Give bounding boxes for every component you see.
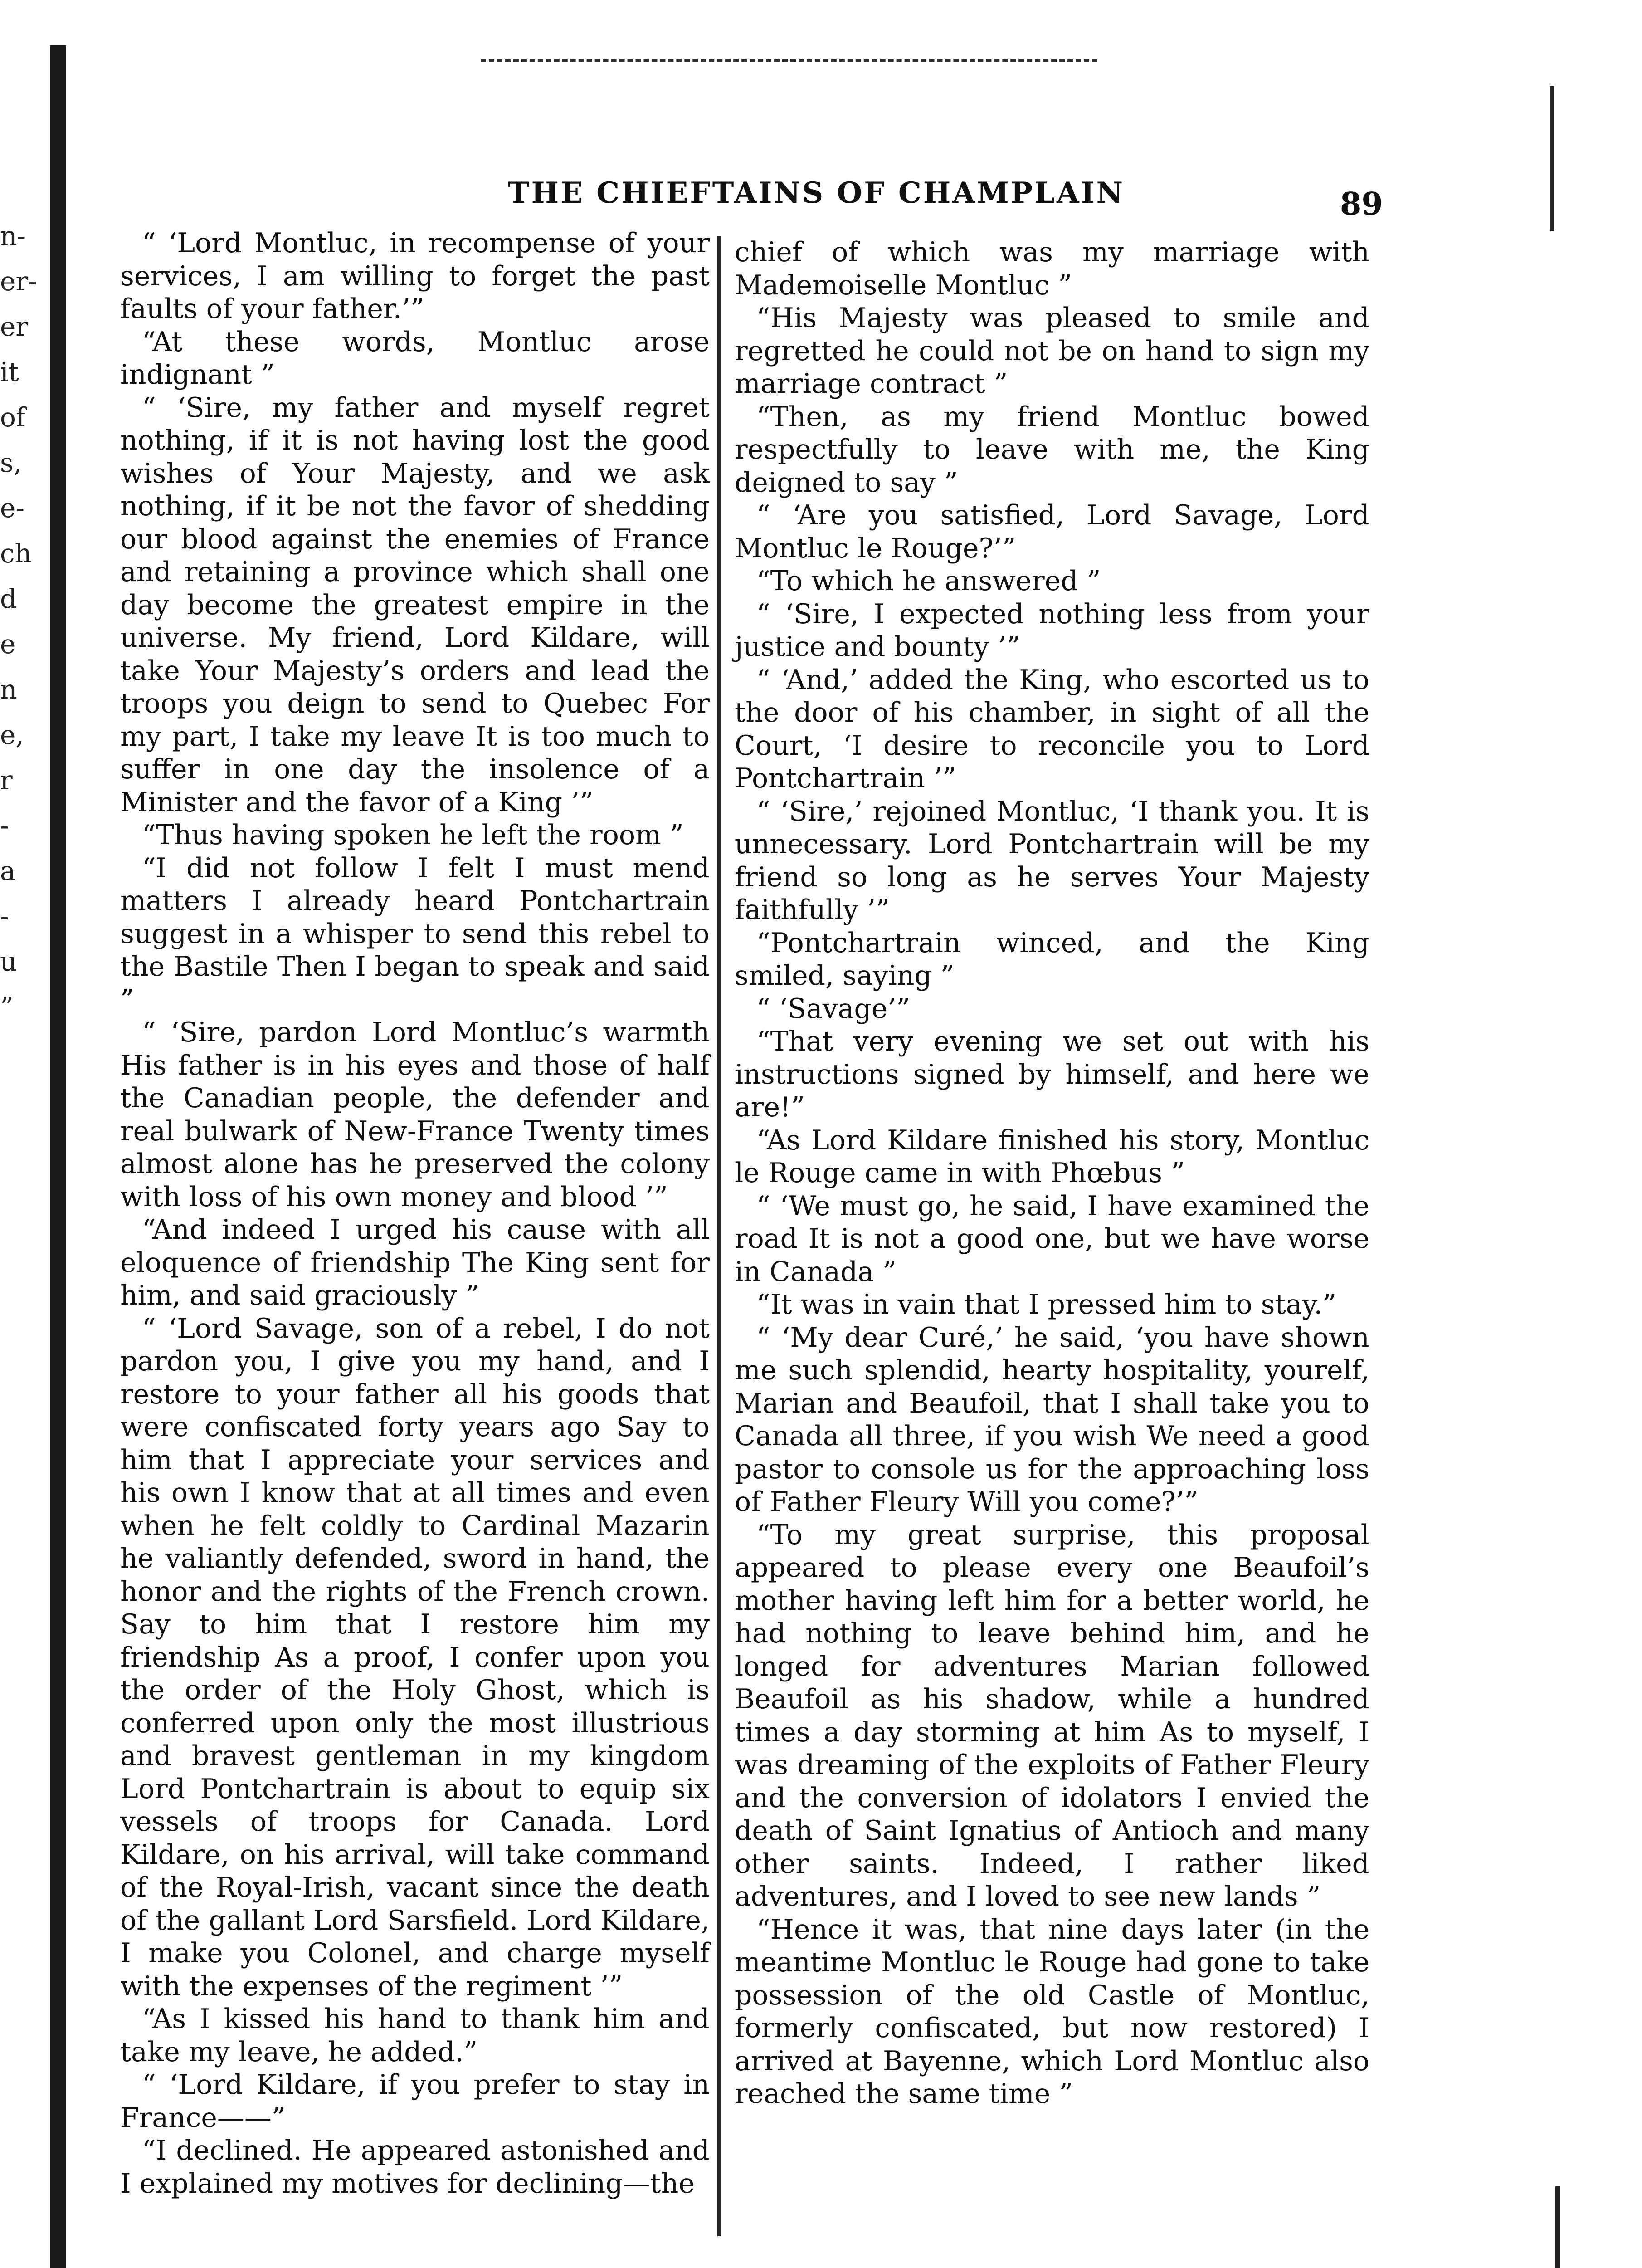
margin-fragment: ch xyxy=(0,538,32,569)
margin-fragment: n xyxy=(0,674,17,705)
margin-fragment: er- xyxy=(0,266,37,297)
margin-fragment: n- xyxy=(0,220,26,251)
paragraph: “Thus having spoken he left the room ” xyxy=(142,819,684,851)
paragraph: “Then, as my friend Montluc bowed respectfully to leave with me, the King deigned to say ” xyxy=(735,401,1369,499)
margin-fragment: - xyxy=(0,901,9,932)
adjacent-page-margin-fragments xyxy=(0,213,37,1030)
paragraph: “ ‘Lord Montluc, in recompense of your services, I am willing to forget the past faults of your father.’” xyxy=(120,227,710,325)
paragraph: “ ‘We must go, he said, I have examined the road It is not a good one, but we have worse in Canada ” xyxy=(735,1190,1369,1288)
paragraph: “To which he answered ” xyxy=(756,565,1101,597)
paragraph: “To my great surprise, this proposal appeared to please every one Beaufoil’s mother having left him for a better world, he had nothing to leave behind him, and he longed for adventures Marian followed Beaufoil as his shadow, while a hundred times a day storming at him As to myself, I was dreaming of the exploits of Father Fleury and the conversion of idolators I envied the death of Saint Ignatius of Antioch and many other saints. Indeed, I rather liked adventures, and I loved to see new lands ” xyxy=(735,1519,1369,1912)
paragraph: “It was in vain that I pressed him to stay.” xyxy=(756,1289,1337,1320)
margin-fragment: s, xyxy=(0,447,22,478)
running-title: THE CHIEFTAINS OF CHAMPLAIN xyxy=(508,176,1125,210)
paragraph: “ ‘Savage’” xyxy=(756,992,911,1025)
paragraph: “ ‘Lord Savage, son of a rebel, I do not pardon you, I give you my hand, and I restore to your father all his goods that were confiscated forty years ago Say to him that I appreciate your services and his own I know that at all times and even when he felt coldly to Cardinal Mazarin he valiantly defended, sword in hand, the honor and the rights of the French crown. Say to him that I restore him my friendship As a proof, I confer upon you the order of the Holy Ghost, which is conferred upon only the most illustrious and bravest gentleman in my kingdom Lord Pontchartrain is about to equip six vessels of troops for Canada. Lord Kildare, on his arrival, will take command of the Royal-Irish, vacant since the death of the gallant Lord Sarsfield. Lord Kildare, I make you Colonel, and charge myself with the expenses of the regiment ’” xyxy=(120,1312,710,2002)
right-edge-mark xyxy=(1550,86,1554,231)
binding-shadow-bar xyxy=(50,45,66,2268)
margin-fragment: d xyxy=(0,583,17,614)
margin-fragment: it xyxy=(0,357,19,387)
paragraph: “Pontchartrain winced, and the King smiled, saying ” xyxy=(735,927,1369,992)
paragraph: “ ‘And,’ added the King, who escorted us to the door of his chamber, in sight of all the Court, ‘I desire to reconcile you to Lord Pontchartrain ’” xyxy=(735,664,1369,794)
margin-fragment: er xyxy=(0,311,29,342)
paragraph: chief of which was my marriage with Mademoiselle Montluc ” xyxy=(735,236,1369,301)
right-edge-bracket xyxy=(1451,2186,1560,2268)
paragraph: “I declined. He appeared astonished and I explained my motives for declining—the xyxy=(120,2135,710,2200)
paragraph: “ ‘Sire, my father and myself regret nothing, if it is not having lost the good wishes of Your Majesty, and we ask nothing, if it be not the favor of shedding our blood against the enemies of France and retaining a province which shall one day become the greatest empire in the universe. My friend, Lord Kildare, will take Your Majesty’s orders and lead the troops you deign to send to Quebec For my part, I take my leave It is too much to suffer in one day the insolence of a Minister and the favor of a King ’” xyxy=(120,391,710,818)
paragraph: “ ‘Lord Kildare, if you prefer to stay in France——” xyxy=(120,2069,710,2134)
paragraph: “Hence it was, that nine days later (in the meantime Montluc le Rouge had gone to take possession of the old Castle of Montluc, formerly confiscated, but now restored) I arrived at Bayenne, which Lord Montluc also reached the same time ” xyxy=(735,1913,1369,2110)
margin-fragment: r xyxy=(0,765,13,796)
paragraph: “His Majesty was pleased to smile and regretted he could not be on hand to sign my marriage contract ” xyxy=(735,302,1369,400)
paragraph: “And indeed I urged his cause with all eloquence of friendship The King sent for him, and said graciously ” xyxy=(120,1214,710,1311)
margin-fragment: e- xyxy=(0,493,24,523)
page-number: 89 xyxy=(1340,186,1383,222)
paragraph: “ ‘My dear Curé,’ he said, ‘you have shown me such splendid, hearty hospitality, yourelf, Marian and Beaufoil, that I shall take you to Canada all three, if you wish We need a good pastor to console us for the approaching loss of Father Fleury Will you come?’” xyxy=(735,1321,1369,1518)
paragraph: “ ‘Sire,’ rejoined Montluc, ‘I thank you. It is unnecessary. Lord Pontchartrain will be my friend so long as he serves Your Majesty faithfully ’” xyxy=(735,795,1369,926)
margin-fragment: u xyxy=(0,946,17,977)
right-text-column xyxy=(735,236,1369,2111)
paragraph: “As I kissed his hand to thank him and take my leave, he added.” xyxy=(120,2003,710,2068)
margin-fragment: e, xyxy=(0,719,24,750)
paragraph: “That very evening we set out with his instructions signed by himself, and here we are!” xyxy=(735,1026,1369,1123)
left-text-column xyxy=(120,227,710,2200)
paragraph: “ ‘Sire, I expected nothing less from your justice and bounty ’” xyxy=(735,598,1369,663)
paragraph: “At these words, Montluc arose indignant ” xyxy=(120,326,710,391)
margin-fragment: - xyxy=(0,810,9,841)
column-divider-rule xyxy=(717,236,721,2236)
top-dashed-rule xyxy=(481,59,1097,62)
paragraph: “As Lord Kildare finished his story, Montluc le Rouge came in with Phœbus ” xyxy=(735,1124,1369,1189)
margin-fragment: of xyxy=(0,402,26,433)
paragraph: “ ‘Are you satisfied, Lord Savage, Lord Montluc le Rouge?’” xyxy=(735,499,1369,564)
margin-fragment: ” xyxy=(0,992,14,1022)
paragraph: “ ‘Sire, pardon Lord Montluc’s warmth His father is in his eyes and those of half the Canadian people, the defender and real bulwark of New-France Twenty times almost alone has he preserved the colony with loss of his own money and blood ’” xyxy=(120,1017,710,1213)
margin-fragment: e xyxy=(0,629,16,660)
paragraph: “I did not follow I felt I must mend matters I already heard Pontchartrain suggest in a whisper to send this rebel to the Bastile Then I began to speak and said ” xyxy=(120,852,710,1016)
margin-fragment: a xyxy=(0,855,16,886)
